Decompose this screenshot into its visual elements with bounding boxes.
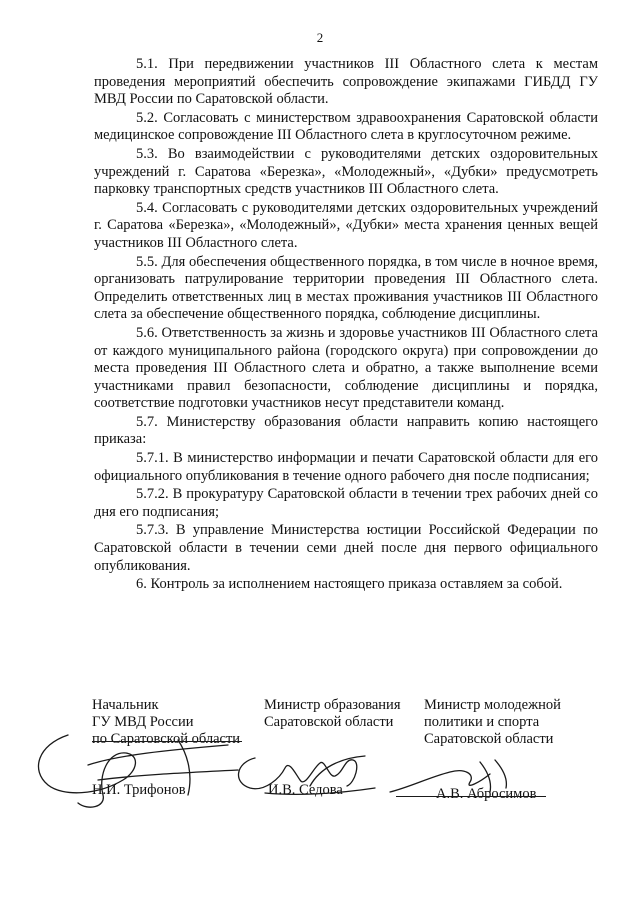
paragraph-5-5: 5.5. Для обеспечения общественного порядка, в том числе в ночное время, организовать патрулирование территории проведения III Областного слета. Определить ответственных лиц в местах проживания участников III Областного слета за обеспечение общественного порядка, соблюдение дисциплины. (94, 253, 598, 323)
signature-line (92, 741, 242, 742)
page-number: 2 (316, 30, 324, 45)
paragraph-5-6: 5.6. Ответственность за жизнь и здоровье участников III Областного слета от каждого муниципального района (городского округа) при сопровождении до места проведения III Областного слета и обратно, а также выполнение всеми участниками правил безопасности, соблюдение дисциплины и порядка, соответствие подготовки участников несут представители команд. (94, 324, 598, 412)
paragraph-5-3: 5.3. Во взаимодействии с руководителями детских оздоровительных учреждений г. Саратова «Березка», «Молодежный», «Дубки» предусмотреть парковку транспортных средств участников III Областного слета. (94, 145, 598, 198)
signatory-education-minister (264, 697, 424, 731)
paragraph-5-7-3: 5.7.3. В управление Министерства юстиции Российской Федерации по Саратовской области в течении семи дней после дня первого официального опубликования. (94, 522, 598, 574)
paragraph-5-1: 5.1. При передвижении участников III Областного слета к местам проведения мероприятий обеспечить сопровождение экипажами ГИБДД ГУ МВД России по Саратовской области. (94, 56, 598, 108)
order-body (94, 56, 598, 595)
signatory-name: И.В. Седова (268, 782, 343, 798)
paragraph-5-2: 5.2. Согласовать с министерством здравоохранения Саратовской области медицинское сопровождение III Областного слета в круглосуточном режиме. (94, 109, 598, 144)
paragraph-5-7-2: 5.7.2. В прокуратуру Саратовской области в течении трех рабочих дней со дня его подписания; (94, 486, 598, 520)
signatory-name: А.В. Абросимов (436, 786, 537, 802)
signatory-title: Министр молодежной политики и спорта Саратовской области (424, 697, 561, 747)
paragraph-6: 6. Контроль за исполнением настоящего приказа оставляем за собой. (136, 576, 563, 593)
signatory-title: Начальник ГУ МВД России по Саратовской области (92, 697, 241, 747)
signatory-youth-minister (424, 697, 584, 748)
signatory-name: Н.И. Трифонов (92, 782, 186, 798)
signatory-title: Министр образования Саратовской области (264, 697, 401, 730)
paragraph-5-7-1: 5.7.1. В министерство информации и печати Саратовской области для его официального опубликования в течение одного рабочего дня после подписания; (94, 450, 598, 484)
paragraph-5-4: 5.4. Согласовать с руководителями детских оздоровительных учреждений г. Саратова «Березка», «Молодежный», «Дубки» места хранения ценных вещей участников III Областного слета. (94, 199, 598, 251)
paragraph-5-7: 5.7. Министерству образования области направить копию настоящего приказа: (94, 413, 598, 448)
signature-line (396, 796, 546, 797)
